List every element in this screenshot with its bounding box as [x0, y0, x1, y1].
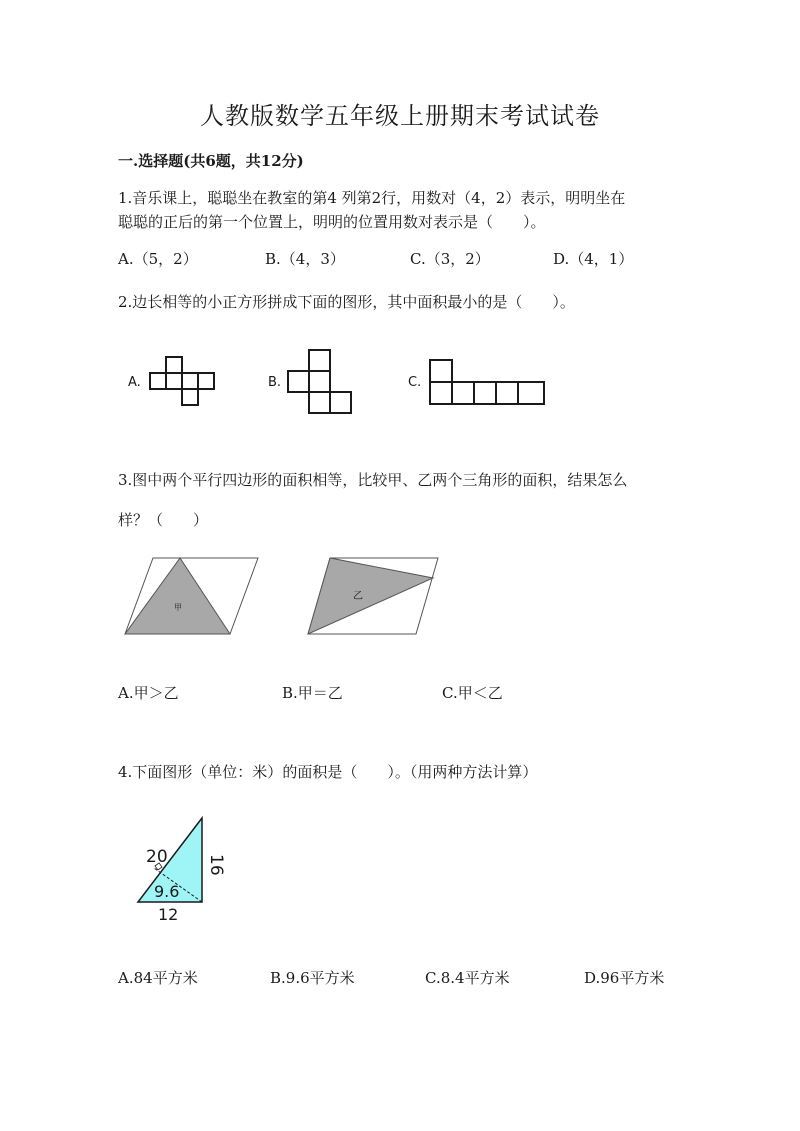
q4-figure: [130, 810, 230, 925]
q3-parallelogram-1: [125, 558, 258, 634]
q2-figure-a: [150, 357, 214, 405]
q4-option-d[interactable]: D.96平方米: [584, 969, 665, 987]
triangle-yi-label: 乙: [353, 591, 363, 602]
q3-option-c[interactable]: C.甲＜乙: [442, 684, 503, 702]
question-1: [118, 186, 688, 234]
height-side-label: 16: [206, 854, 226, 876]
q4-option-a[interactable]: A.84平方米: [118, 969, 198, 987]
question-2: [118, 290, 688, 314]
question-1-line-1: 1.音乐课上，聪聪坐在教室的第4 列第2行，用数对（4，2）表示，明明坐在: [118, 189, 626, 207]
hypotenuse-label: 20: [146, 847, 168, 867]
q1-option-b[interactable]: B.（4，3）: [265, 250, 345, 268]
question-3-line-2: 样？（ ）: [118, 511, 209, 529]
q2-label-c: C.: [408, 375, 422, 390]
q1-option-a[interactable]: A.（5，2）: [118, 250, 198, 268]
q4-option-c[interactable]: C.8.4平方米: [425, 969, 510, 987]
q2-figure: [118, 340, 558, 420]
q2-label-a: A.: [128, 375, 141, 390]
q1-option-c[interactable]: C.（3，2）: [410, 250, 490, 268]
question-4: [118, 760, 688, 784]
base-label: 12: [158, 905, 179, 924]
question-2-line-1: 2.边长相等的小正方形拼成下面的图形，其中面积最小的是（ ）。: [118, 293, 575, 311]
q3-parallelogram-2: [308, 558, 438, 634]
triangle-jia: [125, 558, 230, 634]
question-3: [118, 460, 688, 540]
section-heading: 一.选择题(共6题，共12分): [118, 152, 304, 170]
q1-option-d[interactable]: D.（4，1）: [553, 250, 634, 268]
q2-figure-c: [430, 360, 544, 404]
question-1-line-2: 聪聪的正后的第一个位置上，明明的位置用数对表示是（ ）。: [118, 213, 546, 231]
altitude-label: 9.6: [154, 882, 180, 901]
q2-label-b: B.: [268, 375, 282, 390]
q3-figure: [118, 550, 448, 640]
q4-option-b[interactable]: B.9.6平方米: [270, 969, 355, 987]
triangle-jia-label: 甲: [174, 603, 182, 612]
question-4-line-1: 4.下面图形（单位：米）的面积是（ ）。（用两种方法计算）: [118, 763, 538, 781]
q3-option-b[interactable]: B.甲＝乙: [282, 684, 343, 702]
triangle-yi: [308, 558, 433, 634]
q3-option-a[interactable]: A.甲＞乙: [118, 684, 179, 702]
page-title: 人教版数学五年级上册期末考试试卷: [200, 102, 600, 130]
question-3-line-1: 3.图中两个平行四边形的面积相等，比较甲、乙两个三角形的面积，结果怎么: [118, 471, 628, 489]
q2-figure-b: [288, 350, 351, 413]
